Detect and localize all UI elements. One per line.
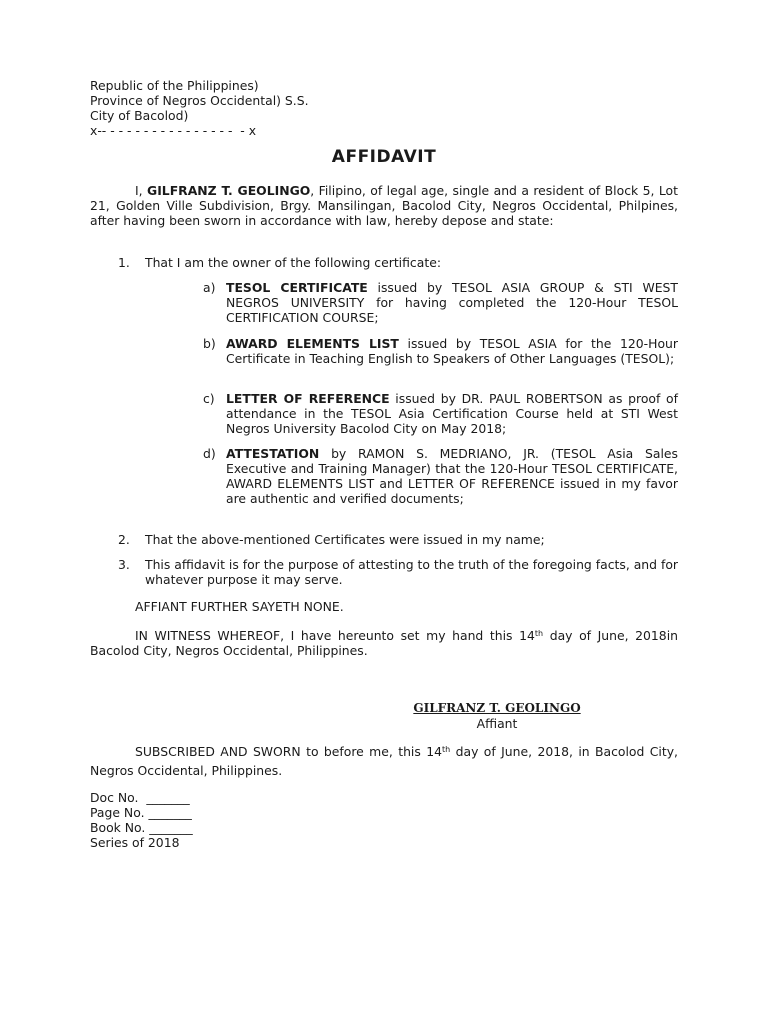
certificate-title: LETTER OF REFERENCE bbox=[226, 391, 390, 406]
certificate-title: TESOL CERTIFICATE bbox=[226, 280, 368, 295]
jurat-paragraph bbox=[90, 742, 678, 780]
signatory-name: GILFRANZ T. GEOLINGO bbox=[413, 701, 581, 715]
jurat-text-end: day of June, 2018, in Bacolod City, Negros Occidental, Philippines. bbox=[90, 744, 678, 778]
sublist-item-text bbox=[226, 446, 678, 506]
document-title: AFFIDAVIT bbox=[331, 147, 437, 167]
intro-paragraph bbox=[90, 183, 678, 228]
page-number: Page No. _______ bbox=[90, 805, 192, 820]
caption-city: City of Bacolod) bbox=[90, 108, 189, 123]
list-item-text: That I am the owner of the following certificate: bbox=[145, 255, 441, 270]
witness-day-suffix: th bbox=[534, 629, 544, 638]
jurat-text: SUBSCRIBED AND SWORN to before me, this bbox=[135, 744, 427, 759]
certificate-description: by RAMON S. MEDRIANO, JR. (TESOL Asia Sales Executive and Training Manager) that the 120-Hour TESOL CERTIFICATE, AWARD ELEMENTS LIST and LETTER OF REFERENCE issued in my favor are authentic and verified documents; bbox=[226, 446, 678, 506]
list-item-2 bbox=[118, 532, 678, 547]
witness-day: 14 bbox=[519, 628, 535, 643]
caption-province: Province of Negros Occidental) S.S. bbox=[90, 93, 309, 108]
certificate-description: issued by TESOL ASIA GROUP & STI WEST NEGROS UNIVERSITY for having completed the 120-Hour TESOL CERTIFICATION COURSE; bbox=[226, 280, 678, 325]
list-item-text: This affidavit is for the purpose of attesting to the truth of the foregoing facts, and for whatever purpose it may serve. bbox=[145, 557, 678, 587]
sublist-item-text bbox=[226, 391, 678, 436]
jurat-day-suffix: th bbox=[442, 745, 451, 754]
witness-text: IN WITNESS WHEREOF, I have hereunto set my hand this bbox=[135, 628, 520, 643]
sublist-letter: d) bbox=[203, 446, 216, 461]
series-year: Series of 2018 bbox=[90, 835, 180, 850]
sublist-item-d bbox=[203, 446, 678, 506]
sublist-letter: c) bbox=[203, 391, 215, 406]
sublist-item-text bbox=[226, 336, 678, 366]
doc-number: Doc No. _______ bbox=[90, 790, 190, 805]
sublist-item-c bbox=[203, 391, 678, 436]
list-number: 2. bbox=[118, 532, 130, 547]
jurat-day: 14 bbox=[426, 744, 442, 759]
list-item-1 bbox=[118, 255, 678, 270]
certificate-description: issued by DR. PAUL ROBERTSON as proof of attendance in the TESOL Asia Certification Course held at STI West Negros University Bacolod City on May 2018; bbox=[226, 391, 679, 436]
caption-republic: Republic of the Philippines) bbox=[90, 78, 259, 93]
witness-paragraph bbox=[90, 628, 678, 658]
affiant-name: GILFRANZ T. GEOLINGO bbox=[147, 183, 311, 198]
list-item-3 bbox=[118, 557, 678, 587]
caption-separator: x-- - - - - - - - - - - - - - - - - x bbox=[90, 123, 257, 138]
intro-prefix: I, bbox=[135, 183, 148, 198]
sublist-item-a bbox=[203, 280, 678, 325]
certificate-description: issued by TESOL ASIA for the 120-Hour Certificate in Teaching English to Speakers of Other Languages (TESOL); bbox=[226, 336, 678, 366]
sublist-item-b bbox=[203, 336, 678, 366]
sublist-letter: b) bbox=[203, 336, 216, 351]
list-number: 3. bbox=[118, 557, 130, 572]
notarial-register bbox=[90, 790, 193, 850]
venue-caption bbox=[90, 78, 309, 138]
sublist-item-text bbox=[226, 280, 678, 325]
witness-text-end: day of June, 2018in Bacolod City, Negros Occidental, Philippines. bbox=[90, 628, 678, 658]
certificate-title: AWARD ELEMENTS LIST bbox=[226, 336, 399, 351]
sublist-letter: a) bbox=[203, 280, 216, 295]
further-statement: AFFIANT FURTHER SAYETH NONE. bbox=[135, 599, 344, 614]
signature-block bbox=[380, 701, 614, 731]
signatory-role: Affiant bbox=[476, 716, 518, 731]
book-number: Book No. _______ bbox=[90, 820, 193, 835]
list-item-text: That the above-mentioned Certificates were issued in my name; bbox=[145, 532, 545, 547]
list-number: 1. bbox=[118, 255, 130, 270]
certificate-title: ATTESTATION bbox=[226, 446, 320, 461]
intro-rest: , Filipino, of legal age, single and a resident of Block 5, Lot 21, Golden Ville Subdivision, Brgy. Mansilingan, Bacolod City, Negros Occidental, Philpines, after having been sworn in accordance with law, hereby depose and state: bbox=[90, 183, 678, 228]
